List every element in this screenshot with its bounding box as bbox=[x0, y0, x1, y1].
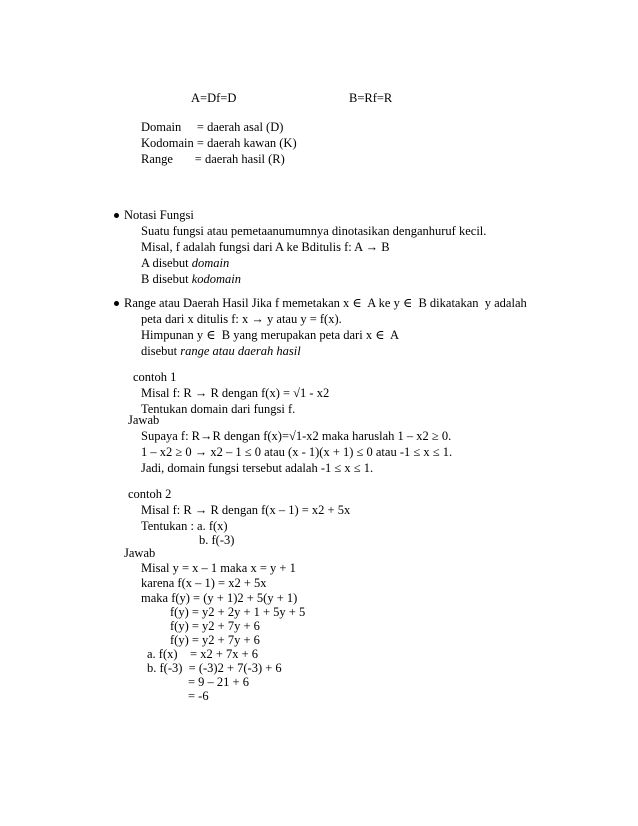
def-domain: Domain = daerah asal (D) bbox=[141, 120, 284, 134]
range-line-3: Himpunan y ∈ B yang merupakan peta dari x ∈ A bbox=[141, 328, 400, 342]
range-term: range atau daerah hasil bbox=[180, 344, 301, 358]
kodomain-term: kodomain bbox=[191, 272, 242, 286]
contoh-2-title: contoh 2 bbox=[128, 487, 172, 501]
contoh-2-answer-b-step: = 9 – 21 + 6 bbox=[188, 675, 249, 689]
contoh-2-answer-3: maka f(y) = (y + 1)2 + 5(y + 1) bbox=[141, 591, 298, 605]
notasi-line-1: Suatu fungsi atau pemetaanumumnya dinotasikan denganhuruf kecil. bbox=[141, 224, 487, 238]
contoh-2-jawab: Jawab bbox=[124, 546, 156, 560]
notasi-title: Notasi Fungsi bbox=[124, 208, 194, 222]
range-equation: B=Rf=R bbox=[349, 91, 393, 105]
contoh-1-line-2: Tentukan domain dari fungsi f. bbox=[141, 402, 296, 416]
contoh-1-answer-3: Jadi, domain fungsi tersebut adalah -1 ≤ x ≤ 1. bbox=[141, 461, 374, 475]
contoh-2-answer-6: f(y) = y2 + 7y + 6 bbox=[170, 633, 260, 647]
range-line-4: disebut range atau daerah hasil bbox=[141, 344, 301, 358]
contoh-2-answer-b-result: = -6 bbox=[188, 689, 209, 703]
contoh-1-line-1: Misal f: R → R dengan f(x) = √1 - x2 bbox=[141, 386, 330, 400]
range-line-2: peta dari x ditulis f: x → y atau y = f(x). bbox=[141, 312, 342, 326]
contoh-2-answer-a: a. f(x) = x2 + 7x + 6 bbox=[147, 647, 259, 661]
def-range: Range = daerah hasil (R) bbox=[141, 152, 285, 166]
notasi-line-4: B disebut kodomain bbox=[141, 272, 242, 286]
domain-term: domain bbox=[191, 256, 230, 270]
contoh-2-answer-5: f(y) = y2 + 7y + 6 bbox=[170, 619, 260, 633]
range-line-1: Range atau Daerah Hasil Jika f memetakan x ∈ A ke y ∈ B dikatakan y adalah bbox=[124, 296, 527, 310]
domain-equation: A=Df=D bbox=[191, 91, 237, 105]
bullet-notasi bbox=[114, 213, 119, 218]
notasi-line-2: Misal, f adalah fungsi dari A ke Bditulis f: A → B bbox=[141, 240, 390, 254]
contoh-2-answer-b: b. f(-3) = (-3)2 + 7(-3) + 6 bbox=[147, 661, 282, 675]
contoh-2-line-1: Misal f: R → R dengan f(x – 1) = x2 + 5x bbox=[141, 503, 351, 517]
contoh-2-line-2: Tentukan : a. f(x) bbox=[141, 519, 228, 533]
def-kodomain: Kodomain = daerah kawan (K) bbox=[141, 136, 297, 150]
bullet-range bbox=[114, 301, 119, 306]
contoh-1-jawab: Jawab bbox=[128, 413, 160, 427]
contoh-2-line-3: b. f(-3) bbox=[199, 533, 235, 547]
contoh-1-answer-2: 1 – x2 ≥ 0 → x2 – 1 ≤ 0 atau (x - 1)(x + 1) ≤ 0 atau -1 ≤ x ≤ 1. bbox=[141, 445, 453, 459]
contoh-2-answer-2: karena f(x – 1) = x2 + 5x bbox=[141, 576, 267, 590]
notasi-line-3: A disebut domain bbox=[141, 256, 230, 270]
contoh-1-answer-1: Supaya f: R→R dengan f(x)=√1-x2 maka haruslah 1 – x2 ≥ 0. bbox=[141, 429, 452, 443]
contoh-2-answer-4: f(y) = y2 + 2y + 1 + 5y + 5 bbox=[170, 605, 306, 619]
contoh-2-answer-1: Misal y = x – 1 maka x = y + 1 bbox=[141, 561, 296, 575]
contoh-1-title: contoh 1 bbox=[133, 370, 177, 384]
